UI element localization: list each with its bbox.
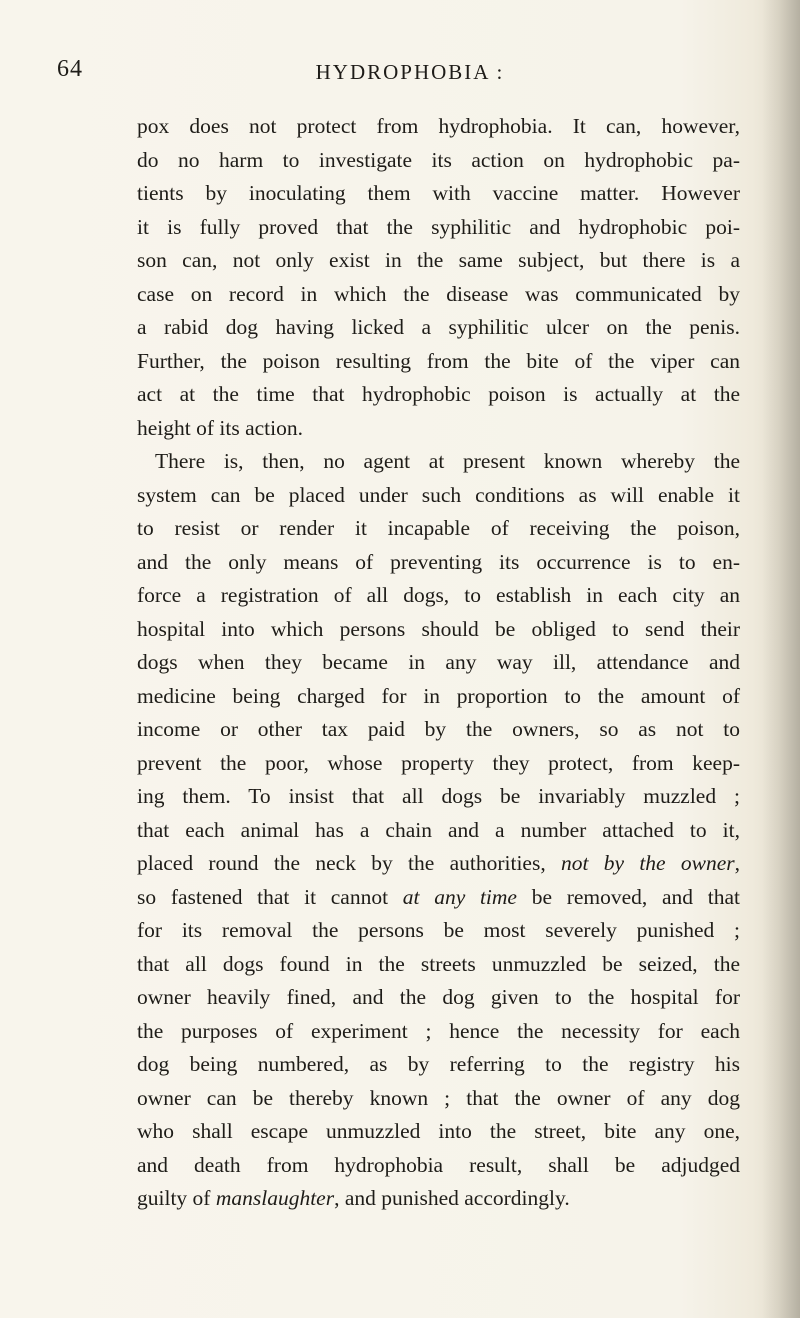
page-edge-shadow bbox=[762, 0, 800, 1318]
text-line: income or other tax paid by the owners, so as not to bbox=[137, 717, 740, 741]
text-segment: guilty of bbox=[137, 1186, 216, 1210]
paragraph-2 bbox=[137, 445, 740, 1216]
italic-phrase: manslaughter bbox=[215, 1186, 335, 1210]
text-line: case on record in which the disease was communicated by bbox=[137, 281, 740, 306]
text-line: the purposes of experiment ; hence the necessity for each bbox=[137, 1018, 740, 1043]
text-line: that each animal has a chain and a number attached to it, bbox=[137, 817, 740, 842]
page-header bbox=[0, 56, 800, 96]
text-line: owner can be thereby known ; that the owner of any dog bbox=[137, 1085, 740, 1110]
italic-phrase: not by the owner bbox=[560, 851, 735, 875]
text-line: owner heavily fined, and the dog given to the hospital for bbox=[137, 985, 740, 1009]
text-line: There is, then, no agent at present known whereby the bbox=[155, 449, 740, 473]
text-line: system can be placed under such conditions as will enable it bbox=[137, 482, 740, 507]
text-line bbox=[137, 881, 740, 915]
text-segment: , bbox=[734, 851, 740, 875]
text-line: who shall escape unmuzzled into the street, bite any one, bbox=[137, 1119, 740, 1143]
running-head: HYDROPHOBIA : bbox=[315, 60, 505, 84]
text-line: and death from hydrophobia result, shall be adjudged bbox=[137, 1152, 740, 1177]
text-line: ing them. To insist that all dogs be invariably muzzled ; bbox=[137, 784, 740, 808]
text-line: for its removal the persons be most severely punished ; bbox=[137, 918, 740, 942]
text-line: prevent the poor, whose property they protect, from keep- bbox=[137, 750, 740, 775]
text-line: tients by inoculating them with vaccine matter. However bbox=[137, 181, 740, 205]
text-segment: so fastened that it cannot bbox=[137, 884, 403, 909]
text-line: act at the time that hydrophobic poison is actually at the bbox=[137, 382, 740, 406]
text-line: and the only means of preventing its occurrence is to en- bbox=[137, 549, 740, 574]
text-line: dog being numbered, as by referring to the registry his bbox=[137, 1052, 740, 1076]
text-line: height of its action. bbox=[137, 415, 303, 440]
paragraph-1 bbox=[137, 110, 740, 445]
text-line: do no harm to investigate its action on hydrophobic pa- bbox=[137, 147, 740, 172]
text-line bbox=[137, 847, 740, 881]
text-segment: be removed, and that bbox=[516, 884, 740, 909]
text-line: pox does not protect from hydrophobia. It can, however, bbox=[137, 114, 740, 138]
text-line: to resist or render it incapable of receiving the poison, bbox=[137, 516, 740, 540]
text-line: force a registration of all dogs, to establish in each city an bbox=[137, 583, 740, 607]
text-line: it is fully proved that the syphilitic and hydrophobic poi- bbox=[137, 214, 740, 239]
body-text bbox=[137, 110, 740, 1216]
text-line: dogs when they became in any way ill, attendance and bbox=[137, 650, 740, 674]
text-line: son can, not only exist in the same subject, but there is a bbox=[137, 248, 740, 272]
text-line: hospital into which persons should be obliged to send their bbox=[137, 616, 740, 641]
text-segment: , and punished accordingly. bbox=[334, 1186, 570, 1210]
text-line bbox=[137, 1182, 740, 1216]
text-line: medicine being charged for in proportion to the amount of bbox=[137, 683, 740, 708]
page-number: 64 bbox=[57, 56, 83, 82]
text-line: Further, the poison resulting from the bite of the viper can bbox=[137, 348, 740, 373]
italic-phrase: at any time bbox=[402, 884, 517, 909]
text-segment: placed round the neck by the authorities, bbox=[137, 851, 561, 875]
text-line: that all dogs found in the streets unmuzzled be seized, the bbox=[137, 951, 740, 976]
text-line: a rabid dog having licked a syphilitic ulcer on the penis. bbox=[137, 315, 740, 339]
